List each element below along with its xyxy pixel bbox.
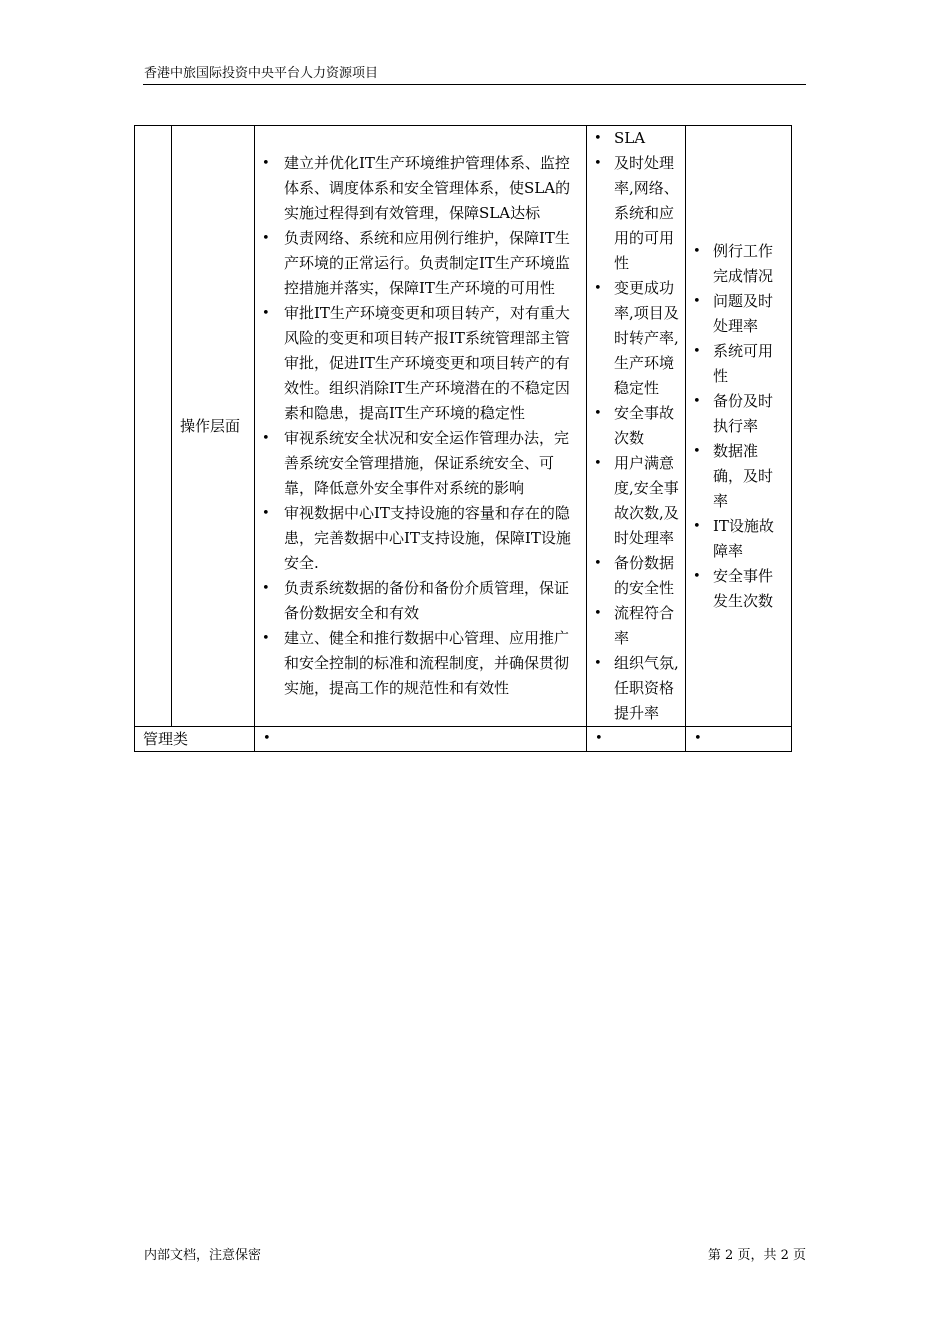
list-item: • 流程符合率 [614, 601, 681, 651]
header-rule [143, 84, 806, 85]
empty-bullet-kpi: • [587, 727, 686, 752]
responsibilities-list [255, 151, 586, 701]
list-item: • 变更成功率,项目及时转产率,生产环境稳定性 [614, 276, 681, 401]
list-item: • 用户满意度,安全事故次数,及时处理率 [614, 451, 681, 551]
list-item: • 审批IT生产环境变更和项目转产，对有重大风险的变更和项目转产报IT系统管理部主管审批，促进IT生产环境变更和项目转产的有效性。组织消除IT生产环境潜在的不稳定因素和隐患，提高IT生产环境的稳定性 [284, 301, 576, 426]
table-row-operation [135, 126, 792, 727]
list-item: • 备份数据的安全性 [614, 551, 681, 601]
responsibilities-cell [255, 126, 587, 727]
list-item: • IT设施故障率 [713, 514, 787, 564]
metrics-cell [686, 126, 792, 727]
list-item: • 安全事故次数 [614, 401, 681, 451]
kpi-list [587, 126, 685, 726]
list-item: • 负责系统数据的备份和备份介质管理，保证备份数据安全和有效 [284, 576, 576, 626]
empty-bullet-responsibility: • [255, 727, 587, 752]
table-row-management [135, 727, 792, 752]
footer-page-number: 第 2 页，共 2 页 [707, 1248, 806, 1263]
list-item: • 审视系统安全状况和安全运作管理办法，完善系统安全管理措施，保证系统安全、可靠，降低意外安全事件对系统的影响 [284, 426, 576, 501]
list-item: • 数据准确，及时率 [713, 439, 787, 514]
list-item: • 安全事件发生次数 [713, 564, 787, 614]
list-item: • 备份及时执行率 [713, 389, 787, 439]
row-label-management: 管理类 [135, 727, 255, 752]
list-item: • 组织气氛,任职资格提升率 [614, 651, 681, 726]
header-title: 香港中旅国际投资中央平台人力资源项目 [144, 66, 379, 81]
responsibility-table [134, 125, 792, 752]
kpi-cell [587, 126, 686, 727]
empty-bullet-metric: • [686, 727, 792, 752]
blank-cell [135, 126, 172, 727]
list-item: • 审视数据中心IT支持设施的容量和存在的隐患，完善数据中心IT支持设施，保障IT设施安全. [284, 501, 576, 576]
list-item: • SLA [614, 126, 681, 151]
list-item: • 系统可用性 [713, 339, 787, 389]
list-item: • 建立并优化IT生产环境维护管理体系、监控体系、调度体系和安全管理体系，使SLA的实施过程得到有效管理，保障SLA达标 [284, 151, 576, 226]
list-item: • 建立、健全和推行数据中心管理、应用推广和安全控制的标准和流程制度，并确保贯彻实施，提高工作的规范性和有效性 [284, 626, 576, 701]
list-item: • 例行工作完成情况 [713, 239, 787, 289]
list-item: • 负责网络、系统和应用例行维护，保障IT生产环境的正常运行。负责制定IT生产环境监控措施并落实，保障IT生产环境的可用性 [284, 226, 576, 301]
row-label-operation: 操作层面 [172, 126, 255, 727]
list-item: • 问题及时处理率 [713, 289, 787, 339]
metrics-list [686, 239, 791, 614]
footer-confidential: 内部文档，注意保密 [144, 1248, 262, 1263]
list-item: • 及时处理率,网络、系统和应用的可用性 [614, 151, 681, 276]
